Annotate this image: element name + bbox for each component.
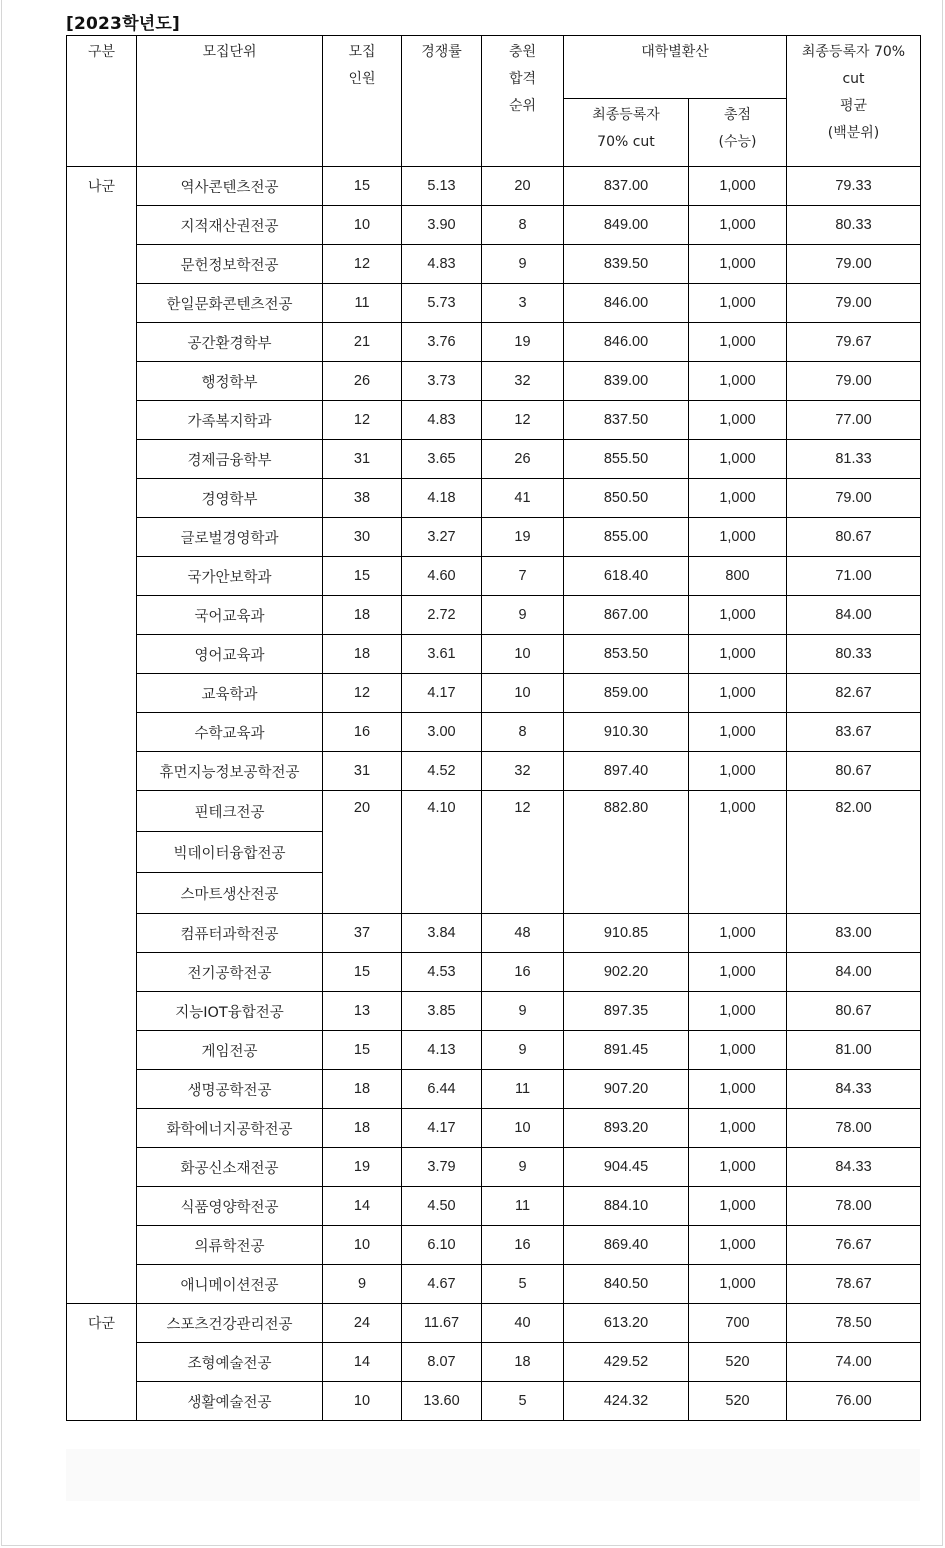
table-cell: 840.50 [564, 1265, 689, 1304]
table-cell: 4.83 [402, 401, 482, 440]
table-cell: 1,000 [689, 914, 787, 953]
table-cell: 9 [482, 1148, 564, 1187]
table-cell: 3.84 [402, 914, 482, 953]
table-cell: 19 [323, 1148, 402, 1187]
header-quota: 모집 인원 [323, 36, 402, 167]
table-cell: 80.67 [787, 992, 921, 1031]
table-cell: 18 [482, 1343, 564, 1382]
header-gubun: 구분 [67, 36, 137, 167]
table-cell: 15 [323, 1031, 402, 1070]
table-cell: 1,000 [689, 713, 787, 752]
table-cell: 891.45 [564, 1031, 689, 1070]
table-cell: 1,000 [689, 1187, 787, 1226]
table-cell: 휴먼지능정보공학전공 [137, 752, 323, 791]
table-row [67, 596, 921, 635]
table-cell: 의류학전공 [137, 1226, 323, 1265]
table-cell: 3.61 [402, 635, 482, 674]
table-cell: 19 [482, 518, 564, 557]
table-cell: 800 [689, 557, 787, 596]
table-cell: 화공신소재전공 [137, 1148, 323, 1187]
table-cell: 지능IOT융합전공 [137, 992, 323, 1031]
table-cell: 429.52 [564, 1343, 689, 1382]
header-conv-total: 총점 (수능) [689, 99, 787, 167]
table-cell: 13.60 [402, 1382, 482, 1421]
table-cell: 32 [482, 362, 564, 401]
table-row [67, 206, 921, 245]
table-cell: 4.10 [402, 791, 482, 914]
table-cell: 1,000 [689, 1109, 787, 1148]
admission-table [66, 35, 921, 1421]
table-cell: 3.90 [402, 206, 482, 245]
table-row [67, 791, 921, 832]
table-cell: 1,000 [689, 674, 787, 713]
table-cell: 30 [323, 518, 402, 557]
table-cell: 910.85 [564, 914, 689, 953]
table-row [67, 323, 921, 362]
table-cell: 897.40 [564, 752, 689, 791]
table-cell: 전기공학전공 [137, 953, 323, 992]
table-cell: 80.33 [787, 635, 921, 674]
table-cell: 76.67 [787, 1226, 921, 1265]
table-cell: 가족복지학과 [137, 401, 323, 440]
table-cell: 게임전공 [137, 1031, 323, 1070]
table-cell: 78.50 [787, 1304, 921, 1343]
table-cell: 4.17 [402, 674, 482, 713]
table-cell: 10 [482, 635, 564, 674]
table-cell: 지적재산권전공 [137, 206, 323, 245]
table-cell: 20 [482, 167, 564, 206]
table-cell: 26 [323, 362, 402, 401]
table-cell: 11.67 [402, 1304, 482, 1343]
table-cell: 79.00 [787, 362, 921, 401]
table-cell: 3.85 [402, 992, 482, 1031]
table-cell: 12 [323, 401, 402, 440]
table-cell: 846.00 [564, 284, 689, 323]
table-cell: 867.00 [564, 596, 689, 635]
table-cell: 행정학부 [137, 362, 323, 401]
table-cell: 837.00 [564, 167, 689, 206]
table-cell: 18 [323, 1070, 402, 1109]
table-cell: 1,000 [689, 440, 787, 479]
table-cell: 855.00 [564, 518, 689, 557]
table-cell: 1,000 [689, 284, 787, 323]
table-cell: 3 [482, 284, 564, 323]
table-cell: 904.45 [564, 1148, 689, 1187]
header-conv: 대학별환산 [564, 36, 787, 99]
table-cell: 1,000 [689, 401, 787, 440]
table-cell: 1,000 [689, 245, 787, 284]
table-cell: 글로벌경영학과 [137, 518, 323, 557]
table-cell: 4.52 [402, 752, 482, 791]
table-cell: 78.00 [787, 1187, 921, 1226]
table-cell: 경영학부 [137, 479, 323, 518]
table-cell: 1,000 [689, 362, 787, 401]
table-cell: 869.40 [564, 1226, 689, 1265]
table-cell: 79.00 [787, 479, 921, 518]
group-na: 나군 [67, 167, 137, 1304]
table-cell: 18 [323, 1109, 402, 1148]
table-cell: 5 [482, 1382, 564, 1421]
table-cell: 4.18 [402, 479, 482, 518]
table-cell: 82.67 [787, 674, 921, 713]
table-cell: 79.00 [787, 284, 921, 323]
table-cell: 846.00 [564, 323, 689, 362]
table-cell: 81.00 [787, 1031, 921, 1070]
table-cell: 5 [482, 1265, 564, 1304]
table-row [67, 518, 921, 557]
table-cell: 1,000 [689, 1031, 787, 1070]
table-cell: 12 [323, 674, 402, 713]
table-cell: 1,000 [689, 323, 787, 362]
table-cell: 생활예술전공 [137, 1382, 323, 1421]
header-final: 최종등록자 70% cut 평균 (백분위) [787, 36, 921, 167]
table-cell: 3.79 [402, 1148, 482, 1187]
table-cell: 생명공학전공 [137, 1070, 323, 1109]
table-cell: 국가안보학과 [137, 557, 323, 596]
table-cell: 893.20 [564, 1109, 689, 1148]
table-cell: 71.00 [787, 557, 921, 596]
table-row [67, 1265, 921, 1304]
table-cell: 859.00 [564, 674, 689, 713]
table-cell: 6.10 [402, 1226, 482, 1265]
table-cell: 1,000 [689, 1148, 787, 1187]
table-cell: 80.33 [787, 206, 921, 245]
table-cell: 공간환경학부 [137, 323, 323, 362]
table-cell: 1,000 [689, 635, 787, 674]
table-row [67, 167, 921, 206]
table-cell: 4.83 [402, 245, 482, 284]
table-row [67, 1070, 921, 1109]
table-cell: 11 [482, 1187, 564, 1226]
table-cell: 4.17 [402, 1109, 482, 1148]
group-da: 다군 [67, 1304, 137, 1421]
table-cell: 1,000 [689, 167, 787, 206]
table-cell: 32 [482, 752, 564, 791]
table-cell: 9 [482, 1031, 564, 1070]
table-cell: 48 [482, 914, 564, 953]
table-row [67, 1226, 921, 1265]
table-row [67, 362, 921, 401]
table-cell: 경제금융학부 [137, 440, 323, 479]
table-cell: 81.33 [787, 440, 921, 479]
table-cell: 78.67 [787, 1265, 921, 1304]
table-cell: 79.00 [787, 245, 921, 284]
header-conv-cut: 최종등록자 70% cut [564, 99, 689, 167]
table-cell: 84.00 [787, 596, 921, 635]
table-cell: 1,000 [689, 791, 787, 914]
table-cell: 9 [482, 992, 564, 1031]
table-cell: 9 [482, 596, 564, 635]
table-cell: 3.73 [402, 362, 482, 401]
table-cell: 화학에너지공학전공 [137, 1109, 323, 1148]
table-cell: 식품영양학전공 [137, 1187, 323, 1226]
table-cell: 1,000 [689, 596, 787, 635]
header-unit: 모집단위 [137, 36, 323, 167]
table-cell: 21 [323, 323, 402, 362]
table-cell: 77.00 [787, 401, 921, 440]
table-cell: 애니메이션전공 [137, 1265, 323, 1304]
table-row [67, 992, 921, 1031]
table-cell: 한일문화콘텐츠전공 [137, 284, 323, 323]
table-cell: 837.50 [564, 401, 689, 440]
table-cell: 83.67 [787, 713, 921, 752]
table-cell: 897.35 [564, 992, 689, 1031]
table-cell: 520 [689, 1343, 787, 1382]
table-cell: 13 [323, 992, 402, 1031]
bottom-band [66, 1449, 920, 1501]
table-cell: 스마트생산전공 [137, 873, 323, 914]
table-cell: 핀테크전공 [137, 791, 323, 832]
table-cell: 3.00 [402, 713, 482, 752]
page-title: [2023학년도] [66, 14, 180, 34]
table-row [67, 1343, 921, 1382]
table-cell: 910.30 [564, 713, 689, 752]
table-cell: 11 [482, 1070, 564, 1109]
table-cell: 24 [323, 1304, 402, 1343]
table-cell: 1,000 [689, 992, 787, 1031]
table-cell: 10 [323, 206, 402, 245]
table-row [67, 440, 921, 479]
table-cell: 520 [689, 1382, 787, 1421]
header-ratio: 경쟁률 [402, 36, 482, 167]
table-cell: 12 [323, 245, 402, 284]
table-row [67, 1187, 921, 1226]
table-cell: 80.67 [787, 752, 921, 791]
table-cell: 14 [323, 1187, 402, 1226]
table-cell: 31 [323, 752, 402, 791]
table-cell: 조형예술전공 [137, 1343, 323, 1382]
table-cell: 16 [482, 1226, 564, 1265]
table-cell: 907.20 [564, 1070, 689, 1109]
table-cell: 902.20 [564, 953, 689, 992]
table-cell: 교육학과 [137, 674, 323, 713]
header-rank: 충원 합격 순위 [482, 36, 564, 167]
table-cell: 4.60 [402, 557, 482, 596]
table-row [67, 284, 921, 323]
table-cell: 5.73 [402, 284, 482, 323]
table-cell: 국어교육과 [137, 596, 323, 635]
table-cell: 424.32 [564, 1382, 689, 1421]
table-cell: 8.07 [402, 1343, 482, 1382]
table-cell: 1,000 [689, 953, 787, 992]
table-cell: 8 [482, 206, 564, 245]
table-cell: 12 [482, 791, 564, 914]
table-cell: 3.27 [402, 518, 482, 557]
table-cell: 2.72 [402, 596, 482, 635]
table-cell: 4.53 [402, 953, 482, 992]
table-cell: 79.67 [787, 323, 921, 362]
table-row [67, 1031, 921, 1070]
table-cell: 15 [323, 953, 402, 992]
table-row [67, 401, 921, 440]
table-cell: 4.67 [402, 1265, 482, 1304]
table-cell: 16 [482, 953, 564, 992]
table-cell: 영어교육과 [137, 635, 323, 674]
table-cell: 빅데이터융합전공 [137, 832, 323, 873]
table-row [67, 674, 921, 713]
table-cell: 855.50 [564, 440, 689, 479]
table-cell: 1,000 [689, 1070, 787, 1109]
table-cell: 1,000 [689, 1226, 787, 1265]
table-cell: 10 [482, 674, 564, 713]
table-cell: 9 [323, 1265, 402, 1304]
table-cell: 618.40 [564, 557, 689, 596]
table-cell: 83.00 [787, 914, 921, 953]
table-cell: 11 [323, 284, 402, 323]
table-cell: 84.00 [787, 953, 921, 992]
table-cell: 31 [323, 440, 402, 479]
table-cell: 1,000 [689, 1265, 787, 1304]
table-row [67, 713, 921, 752]
table-cell: 4.13 [402, 1031, 482, 1070]
table-cell: 79.33 [787, 167, 921, 206]
table-row [67, 635, 921, 674]
table-cell: 10 [482, 1109, 564, 1148]
table-cell: 41 [482, 479, 564, 518]
table-cell: 1,000 [689, 479, 787, 518]
table-cell: 80.67 [787, 518, 921, 557]
table-cell: 84.33 [787, 1070, 921, 1109]
table-cell: 78.00 [787, 1109, 921, 1148]
table-cell: 10 [323, 1226, 402, 1265]
table-cell: 스포츠건강관리전공 [137, 1304, 323, 1343]
table-row [67, 1148, 921, 1187]
table-cell: 1,000 [689, 518, 787, 557]
table-cell: 849.00 [564, 206, 689, 245]
table-row [67, 245, 921, 284]
table-row [67, 752, 921, 791]
table-cell: 613.20 [564, 1304, 689, 1343]
table-cell: 700 [689, 1304, 787, 1343]
table-cell: 16 [323, 713, 402, 752]
table-cell: 15 [323, 167, 402, 206]
table-cell: 19 [482, 323, 564, 362]
table-cell: 26 [482, 440, 564, 479]
table-cell: 8 [482, 713, 564, 752]
table-cell: 853.50 [564, 635, 689, 674]
table-cell: 10 [323, 1382, 402, 1421]
table-cell: 3.76 [402, 323, 482, 362]
table-cell: 12 [482, 401, 564, 440]
table-cell: 76.00 [787, 1382, 921, 1421]
table-cell: 컴퓨터과학전공 [137, 914, 323, 953]
table-row [67, 1109, 921, 1148]
table-cell: 850.50 [564, 479, 689, 518]
table-cell: 6.44 [402, 1070, 482, 1109]
table-cell: 역사콘텐츠전공 [137, 167, 323, 206]
table-cell: 839.00 [564, 362, 689, 401]
table-cell: 882.80 [564, 791, 689, 914]
table-row [67, 479, 921, 518]
table-cell: 38 [323, 479, 402, 518]
table-row [67, 1304, 921, 1343]
table-cell: 9 [482, 245, 564, 284]
table-cell: 7 [482, 557, 564, 596]
table-row [67, 914, 921, 953]
table-cell: 1,000 [689, 206, 787, 245]
table-cell: 839.50 [564, 245, 689, 284]
table-cell: 84.33 [787, 1148, 921, 1187]
table-cell: 14 [323, 1343, 402, 1382]
table-cell: 수학교육과 [137, 713, 323, 752]
table-row [67, 1382, 921, 1421]
table-cell: 20 [323, 791, 402, 914]
table-cell: 18 [323, 635, 402, 674]
table-row [67, 557, 921, 596]
table-cell: 4.50 [402, 1187, 482, 1226]
table-cell: 1,000 [689, 752, 787, 791]
table-cell: 37 [323, 914, 402, 953]
table-cell: 15 [323, 557, 402, 596]
table-row [67, 953, 921, 992]
table-cell: 문헌정보학전공 [137, 245, 323, 284]
table-cell: 82.00 [787, 791, 921, 914]
table-cell: 74.00 [787, 1343, 921, 1382]
table-cell: 3.65 [402, 440, 482, 479]
table-cell: 884.10 [564, 1187, 689, 1226]
table-cell: 18 [323, 596, 402, 635]
table-cell: 40 [482, 1304, 564, 1343]
table-cell: 5.13 [402, 167, 482, 206]
